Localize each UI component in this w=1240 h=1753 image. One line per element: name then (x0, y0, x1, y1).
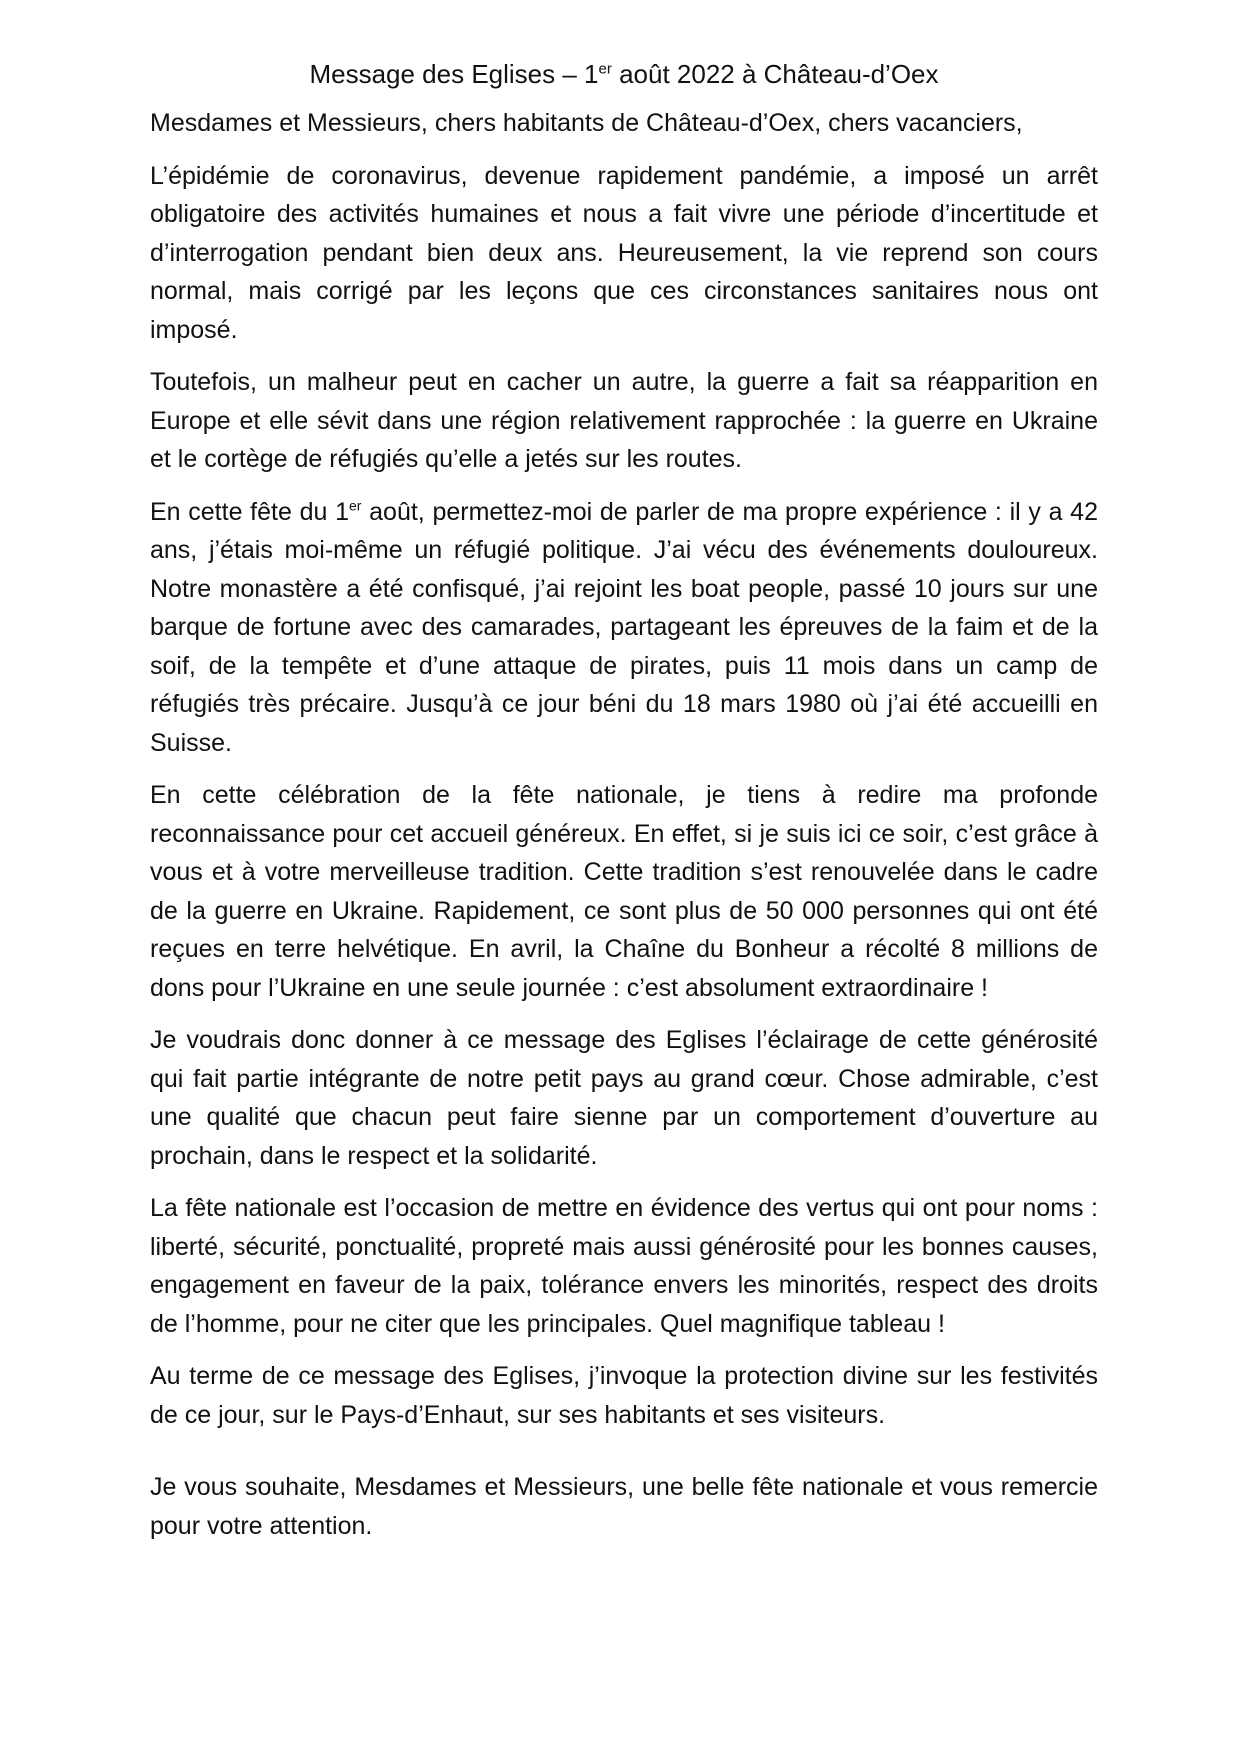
paragraph-virtues: La fête nationale est l’occasion de mettre en évidence des vertus qui ont pour noms : liberté, sécurité, ponctualité, propreté mais aussi générosité pour les bonnes causes, engagement en faveur de la paix, tolérance envers les minorités, respect des droits de l’homme, pour ne citer que les principales. Quel magnifique tableau ! (150, 1194, 1098, 1338)
title-superscript: er (598, 60, 612, 78)
document-page (150, 56, 1098, 1559)
paragraph-superscript: er (348, 497, 362, 514)
title-text-start: Message des Eglises – 1 (309, 59, 599, 89)
paragraph-gratitude: En cette célébration de la fête nationale, je tiens à redire ma profonde reconnaissance pour cet accueil généreux. En effet, si je suis ici ce soir, c’est grâce à vous et à votre merveilleuse tradition. Cette tradition s’est renouvelée dans le cadre de la guerre en Ukraine. Rapidement, ce sont plus de 50 000 personnes qui ont été reçues en terre helvétique. En avril, la Chaîne du Bonheur a récolté 8 millions de dons pour l’Ukraine en une seule journée : c’est absolument extraordinaire ! (150, 781, 1098, 1002)
paragraph-generosity: Je voudrais donc donner à ce message des Eglises l’éclairage de cette générosité qui fait partie intégrante de notre petit pays au grand cœur. Chose admirable, c’est une qualité que chacun peut faire sienne par un comportement d’ouverture au prochain, dans le respect et la solidarité. (150, 1026, 1098, 1170)
paragraph-war: Toutefois, un malheur peut en cacher un autre, la guerre a fait sa réapparition en Europe et elle sévit dans une région relativement rapprochée : la guerre en Ukraine et le cortège de réfugiés qu’elle a jetés sur les routes. (150, 368, 1098, 473)
paragraph-text-end: août, permettez-moi de parler de ma propre expérience : il y a 42 ans, j’étais moi-même un réfugié politique. J’ai vécu des événements douloureux. Notre monastère a été confisqué, j’ai rejoint les boat people, passé 10 jours sur une barque de fortune avec des camarades, partageant les épreuves de la faim et de la soif, de la tempête et d’une attaque de pirates, puis 11 mois dans un camp de réfugiés très précaire. Jusqu’à ce jour béni du 18 mars 1980 où j’ai été accueilli en Suisse. (150, 497, 1098, 757)
paragraph-blessing: Au terme de ce message des Eglises, j’invoque la protection divine sur les festivités de ce jour, sur le Pays-d’Enhaut, sur ses habitants et ses visiteurs. (150, 1362, 1098, 1429)
paragraph-closing: Je vous souhaite, Mesdames et Messieurs, une belle fête nationale et vous remercie pour votre attention. (150, 1473, 1098, 1540)
paragraph-personal-experience (150, 493, 1098, 763)
title-text-end: août 2022 à Château-d’Oex (611, 59, 939, 89)
paragraph-pandemic: L’épidémie de coronavirus, devenue rapidement pandémie, a imposé un arrêt obligatoire des activités humaines et nous a fait vivre une période d’incertitude et d’interrogation pendant bien deux ans. Heureusement, la vie reprend son cours normal, mais corrigé par les leçons que ces circonstances sanitaires nous ont imposé. (150, 161, 1098, 344)
paragraph-text-start: En cette fête du 1 (150, 497, 349, 526)
paragraph-spacer (150, 1448, 1098, 1468)
greeting-paragraph: Mesdames et Messieurs, chers habitants de Château-d’Oex, chers vacanciers, (150, 109, 1023, 137)
document-title (150, 56, 1098, 92)
